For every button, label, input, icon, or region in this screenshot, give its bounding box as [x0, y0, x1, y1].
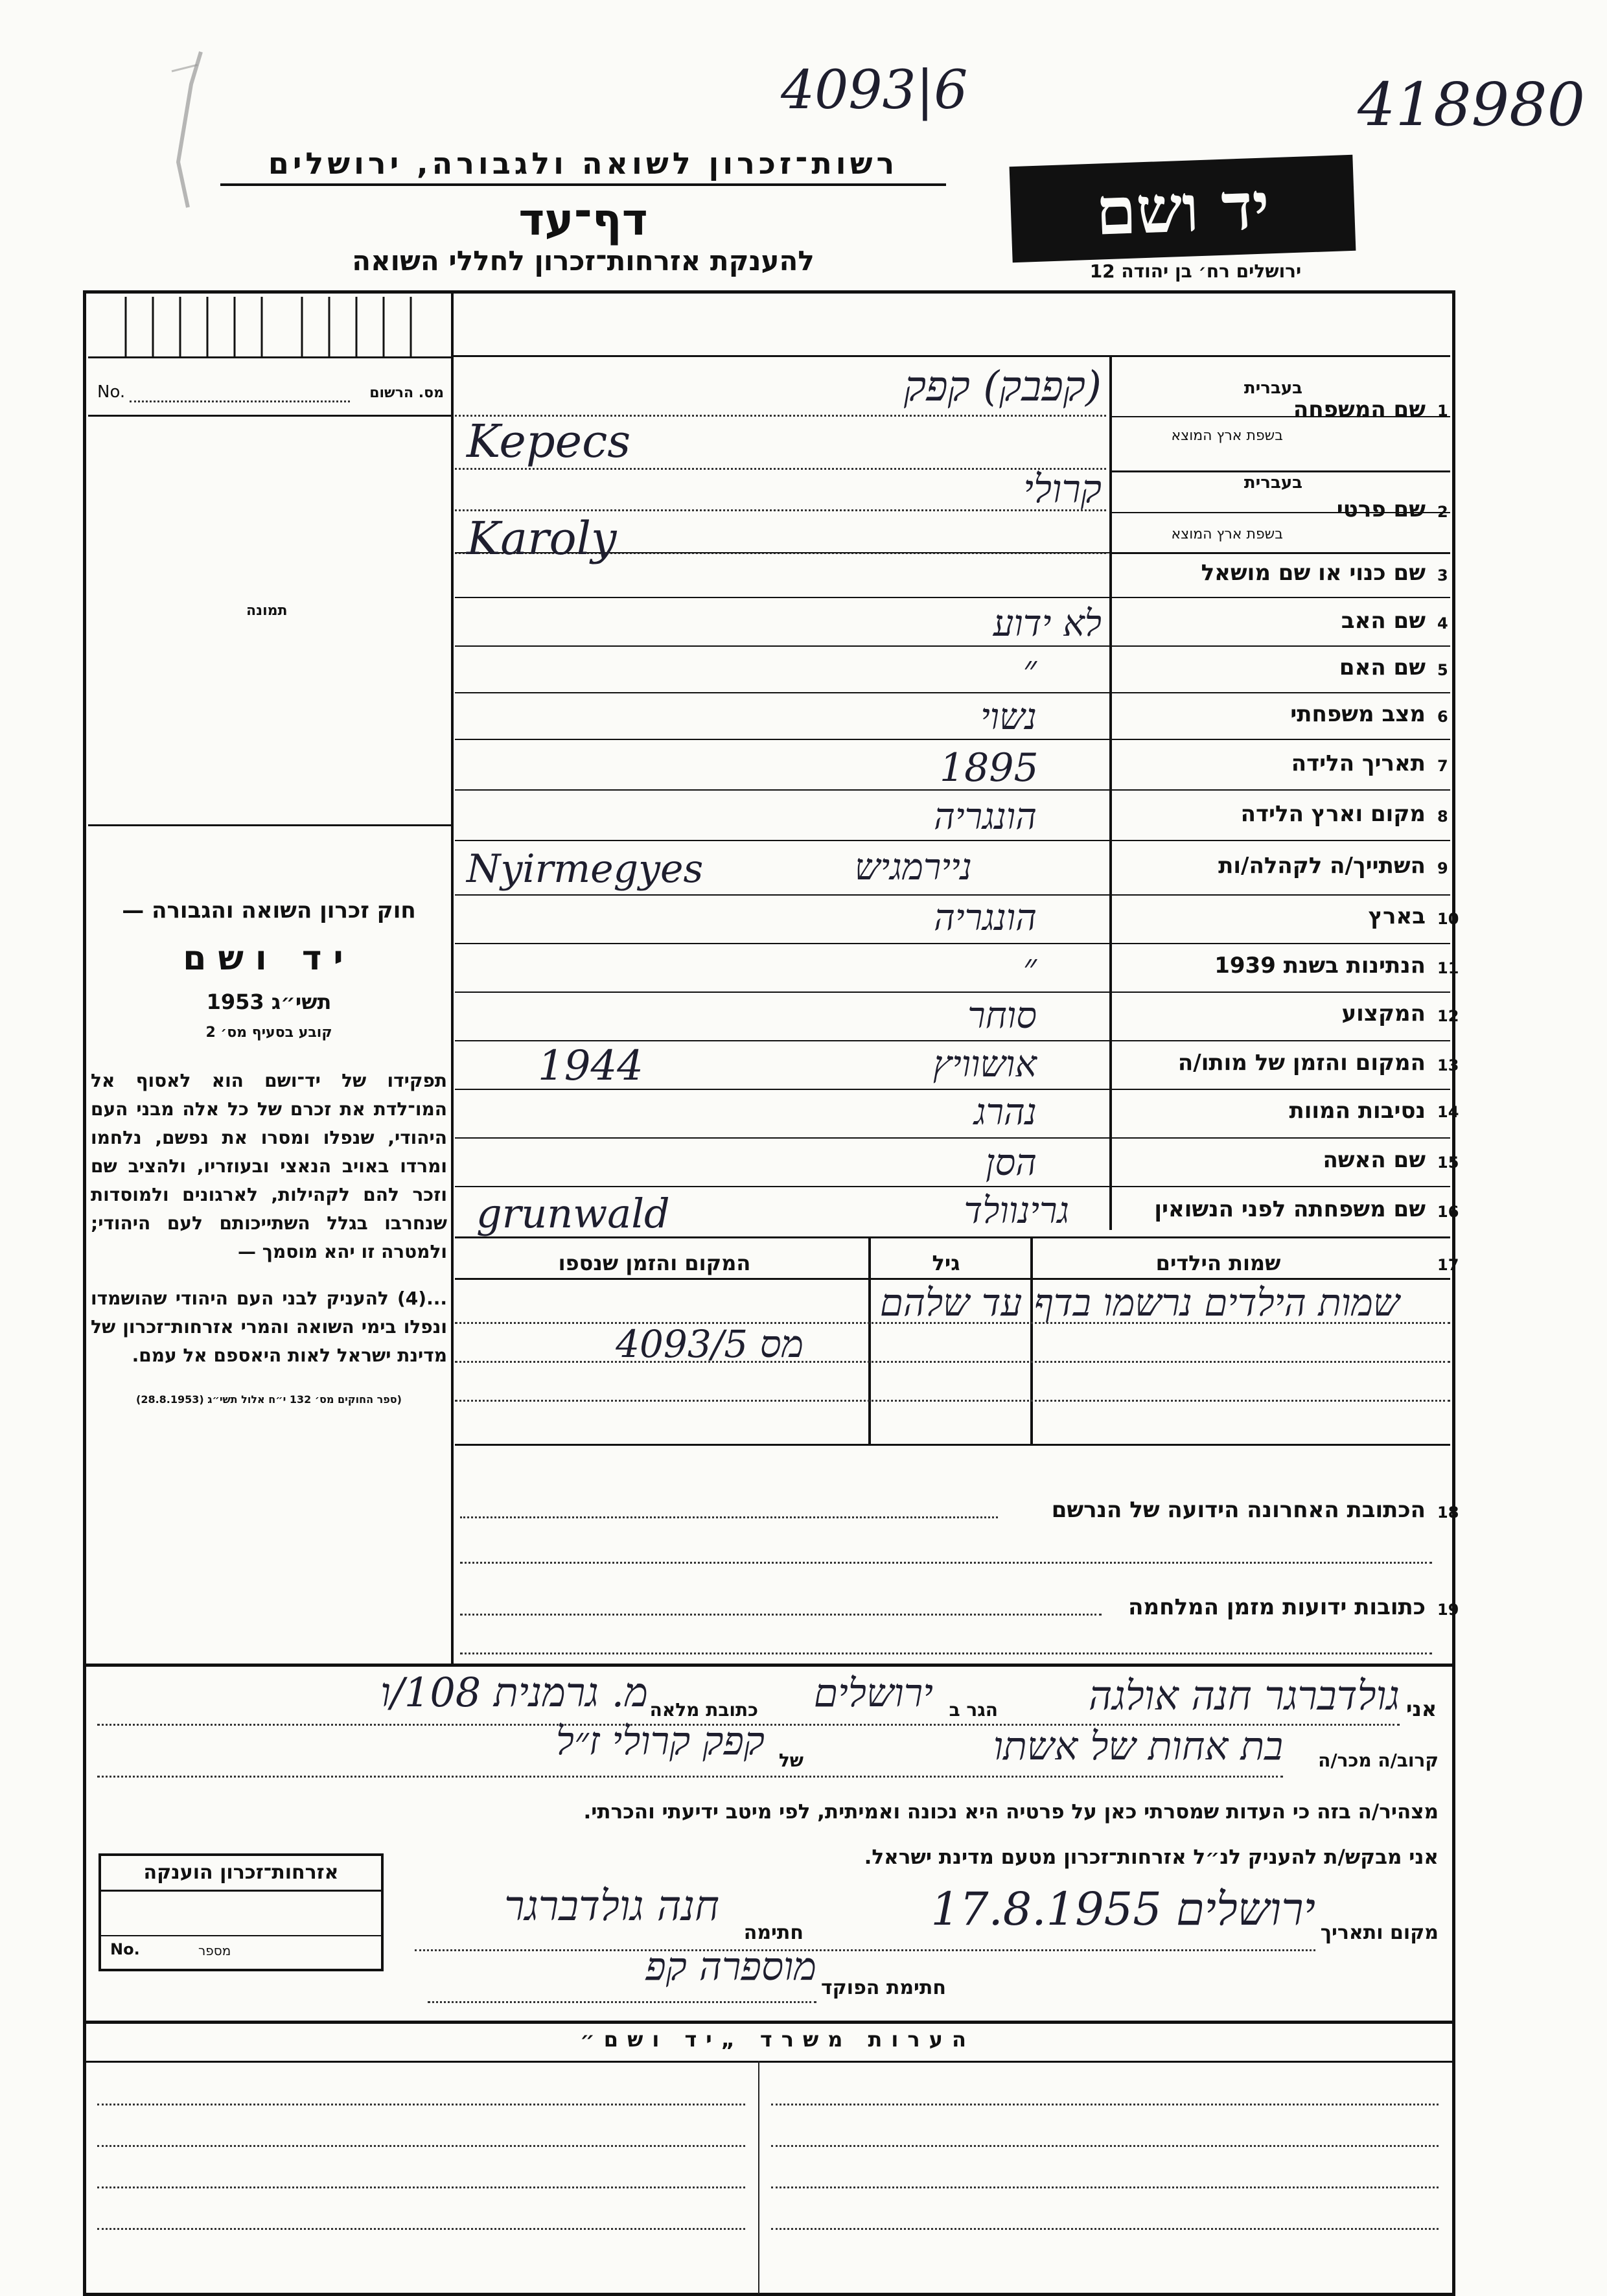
field-11-number: 11 [1437, 959, 1459, 977]
office-notes-title: הערות משרד „יד ושם״ [580, 2027, 975, 2052]
form-title: דף־עד [518, 194, 648, 246]
field-14-label: נסיבות המוות [1289, 1098, 1426, 1124]
field-13-year: 1944 [538, 1042, 643, 1090]
field-9-number: 9 [1437, 859, 1448, 877]
official-signature-label: חתימת הפוקד [821, 1977, 946, 1999]
signature-label: חתימה [743, 1921, 804, 1944]
field-11-value: ״ [1023, 946, 1037, 988]
law-name: יד ושם [183, 939, 355, 978]
field-19-number: 19 [1437, 1601, 1459, 1619]
photo-label: תמונה [246, 603, 288, 619]
field-5-value: ״ [1023, 648, 1037, 690]
field-14-number: 14 [1437, 1103, 1459, 1121]
field-2-hebrew-label: בעברית [1243, 473, 1302, 493]
field-1-value-hebrew: (קפבק) קפק [903, 363, 1102, 411]
field-9-value-latin: Nyirmegyes [467, 846, 704, 892]
field-14-value: נהרג [973, 1091, 1037, 1133]
field-2-value-hebrew: קרולי [1023, 467, 1102, 512]
field-8-number: 8 [1437, 807, 1448, 826]
law-paragraph-2: ...(4) להעניק לבני העם היהודי שהושמדו ונפלו בימי השואה והמרי אזרחות־זכרון של מדינת ישראל לאות היאספם אל עמם. [91, 1288, 447, 1366]
field-7-label: תאריך הלידה [1291, 750, 1426, 776]
children-note: שמות הילדים נרשמו בדף עד שלהם [879, 1281, 1400, 1325]
field-1-hebrew-label: בעברית [1243, 378, 1302, 398]
field-15-label: שם האשה [1323, 1147, 1426, 1173]
field-13-number: 13 [1437, 1056, 1459, 1074]
field-1-number: 1 [1437, 402, 1448, 420]
address-value: מ. גרמנית 108/ו [380, 1669, 648, 1716]
code-boxes [88, 297, 451, 358]
field-13-value: אושוויץ [932, 1043, 1037, 1085]
place-date-label: מקום ותאריך [1320, 1921, 1439, 1944]
address-label: כתובת מלאה [649, 1699, 758, 1721]
field-18-label: הכתובת האחרונה הידועה של הנרשם [1051, 1497, 1426, 1523]
children-place-header: המקום והזמן שנספו [558, 1251, 751, 1275]
field-8-value: הונגריה [934, 796, 1037, 838]
field-6-label: מצב משפחתי [1290, 701, 1426, 727]
address: ירושלים רח׳ בן יהודה 12 [1089, 261, 1302, 282]
citizenship-title: אזרחות־זכרון הוענקה [143, 1861, 339, 1884]
field-1-origin-label: בשפת ארץ המוצא [1171, 428, 1283, 444]
law-section: קובע בסעיף מס׳ 2 [205, 1025, 332, 1041]
field-10-value: הונגריה [934, 897, 1037, 939]
law-citation: (ספר החוקים מס׳ 132 י״ח אלול תשי״ג (28.8.1953) [136, 1393, 402, 1406]
field-9-label: השתייך/ה לקהלה/ות [1218, 853, 1426, 879]
field-1-label: שם המשפחה [1293, 397, 1426, 423]
yad-vashem-logo [1010, 155, 1356, 262]
field-2-origin-label: בשפת ארץ המוצא [1171, 526, 1283, 542]
declaration-statement-1: מצהיר/ה בזה כי העדות שמסרתי כאן על פרטיה היא נכונה ואמיתית, לפי מיטב ידיעתי והכרתי. [583, 1800, 1439, 1824]
citizenship-number-label: מספר [198, 1943, 231, 1958]
children-names-header: שמות הילדים [1155, 1251, 1281, 1275]
field-4-value: לא ידוע [993, 603, 1102, 645]
resides-label: הגר ב [949, 1699, 998, 1721]
law-year: תשי״ג 1953 [206, 990, 332, 1014]
field-10-number: 10 [1437, 910, 1459, 928]
field-17-number: 17 [1437, 1256, 1459, 1274]
field-7-value: 1895 [940, 745, 1039, 791]
field-13-label: המקום והזמן של מותו/ה [1177, 1050, 1426, 1076]
law-box [91, 898, 447, 1468]
field-6-number: 6 [1437, 708, 1448, 726]
signature-value: חנה גולדברגר [504, 1883, 719, 1931]
field-12-value: סוחר [967, 995, 1037, 1037]
place-date-value: ירושלים 17.8.1955 [931, 1883, 1315, 1936]
declarant-name: גולדברגר חנה אולגה [1088, 1672, 1400, 1719]
field-3-label: שם כנוי או שם מושאל [1201, 560, 1426, 586]
file-reference: 4093|6 [781, 60, 968, 121]
field-16-label: שם משפחתה לפני הנשואין [1154, 1196, 1426, 1222]
relation-value: בת אחות של אשתו [993, 1724, 1283, 1769]
citizenship-no-label: No. [110, 1940, 140, 1958]
field-15-number: 15 [1437, 1154, 1459, 1172]
children-age-header: גיל [932, 1251, 960, 1275]
citizenship-box [98, 1853, 384, 1971]
law-title: חוק זכרון השואה והגבורה — [122, 898, 416, 923]
field-4-number: 4 [1437, 614, 1448, 632]
field-12-label: המקצוע [1341, 1001, 1426, 1026]
field-15-value: הסן [986, 1142, 1037, 1184]
resides-value: ירושלים [813, 1671, 933, 1716]
sheet-id: 418980 [1358, 70, 1586, 139]
registration-label: מס. הרשום [369, 385, 444, 401]
field-2-label: שם פרטי [1336, 496, 1426, 522]
scan-mark [165, 45, 211, 214]
institution-name: רשות־זכרון לשואה ולגבורה, ירושלים [220, 146, 946, 186]
logo-text: יד ושם [1094, 167, 1271, 250]
of-label: של [778, 1750, 804, 1771]
deceased-value: קפק קרולי ז״ל [555, 1719, 765, 1764]
field-3-number: 3 [1437, 566, 1448, 585]
no-label: No. [97, 382, 126, 402]
field-12-number: 12 [1437, 1007, 1459, 1025]
field-19-label: כתובות ידועות מזמן המלחמה [1128, 1594, 1426, 1620]
law-paragraph-1: תפקידו של יד־ושם הוא לאסוף אל המו־לדת את זכרם של כל אלה מבני העם היהודי, שנפלו ומסרו את נפשם, נלחמו ומרדו באויב הנאצי ובעוזריו, ולהציב שם וזכר להם לקהילות, לארגונים ולמוסדות שנחרבו בגלל השתייכותם לעם היהודי; ולמטרה זו יהא מוסמך — [91, 1070, 447, 1262]
official-signature-value: מוספרה קפ [645, 1944, 816, 1989]
declaration-ani: אני [1406, 1697, 1437, 1721]
field-1-value-origin: Kepecs [467, 415, 631, 468]
relative-label: קרוב/ה מכר/ה [1318, 1750, 1439, 1771]
field-8-label: מקום וארץ הלידה [1240, 801, 1426, 827]
field-16-number: 16 [1437, 1203, 1459, 1221]
field-11-label: הנתינות בשנת 1939 [1214, 953, 1426, 979]
form-subtitle: להענקת אזרחות־זכרון לחללי השואה [352, 245, 815, 277]
children-note-reference: מס 4093/5 [616, 1322, 804, 1366]
field-5-number: 5 [1437, 661, 1448, 679]
field-2-value-origin: Karoly [467, 512, 617, 565]
field-18-number: 18 [1437, 1503, 1459, 1522]
field-6-value: נשוי [980, 696, 1037, 738]
declaration-statement-2: אני מבקש/ת להעניק לנ״ל אזרחות־זכרון מטעם מדינת ישראל. [864, 1846, 1439, 1869]
field-16-value: גרינוולד [964, 1190, 1069, 1232]
field-5-label: שם האם [1339, 655, 1426, 680]
field-9-value: ניירמגיש [854, 846, 972, 888]
field-16-value-latin: grunwald [476, 1190, 670, 1237]
field-10-label: בארץ [1368, 903, 1426, 929]
field-4-label: שם האב [1341, 608, 1426, 634]
field-7-number: 7 [1437, 757, 1448, 775]
field-2-number: 2 [1437, 503, 1448, 521]
